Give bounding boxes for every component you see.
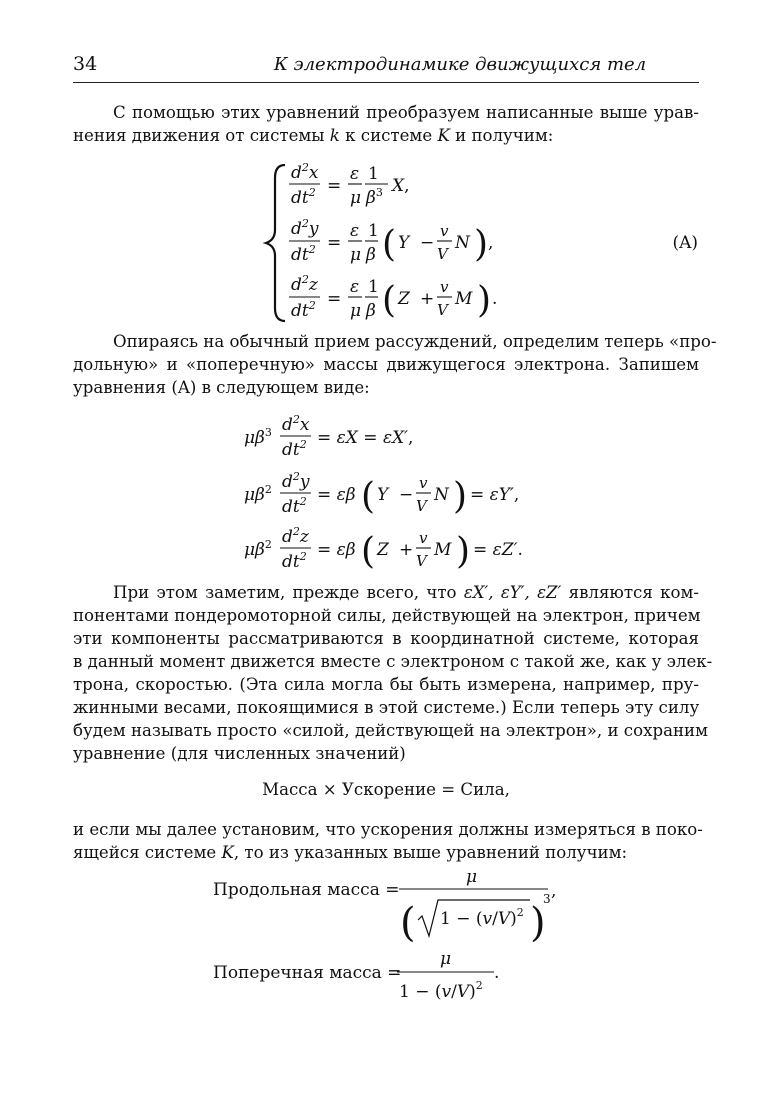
svg-text:β: β (366, 301, 376, 321)
paragraph-2-line-2: дольную» и «поперечную» массы движущегося электрона. Запишем (73, 355, 699, 374)
equation-B-row-3 (244, 525, 523, 572)
svg-text:V: V (437, 245, 448, 263)
svg-text:1 − (v/V)2: $1 - (v/V)^2$ (399, 979, 483, 1002)
paragraph-3-line-3: эти компоненты рассматриваются в координатной системе, которая (73, 629, 699, 648)
svg-text:): ) (530, 900, 546, 946)
svg-text:.: . (492, 289, 498, 309)
svg-text:=: = (327, 289, 342, 309)
running-title: К электродинамике движущихся тел (273, 54, 647, 75)
svg-text:(: ( (400, 900, 416, 946)
left-brace (266, 165, 285, 321)
svg-text:d2y: $d^2y$ (291, 217, 319, 239)
svg-text:): ) (456, 531, 471, 572)
svg-text:(: ( (361, 476, 376, 517)
paragraph-2 (73, 330, 717, 399)
svg-text:β: β (366, 245, 376, 265)
svg-text:X,: X, (392, 176, 410, 196)
svg-text:ε: ε (350, 164, 360, 184)
svg-text:μβ2: $\mu\beta^2$ (244, 538, 272, 560)
paragraph-3-line-1: При этом заметим, прежде всего, что εX′, εY′, εZ′ являются ком- (113, 583, 699, 602)
svg-text:): ) (477, 280, 492, 321)
svg-text:d2x: $d^2x$ (291, 161, 319, 183)
svg-text:μβ2: $\mu\beta^2$ (244, 483, 272, 505)
equation-system-B (244, 413, 523, 572)
svg-text:+: + (399, 540, 414, 560)
svg-text:μ: μ (350, 245, 362, 265)
svg-text:μ: μ (350, 301, 362, 321)
svg-text:dt2: $dt^2$ (282, 438, 307, 460)
paragraph-3-line-6: жинными весами, покоящимися в этой системе.) Если теперь эту силу (73, 698, 700, 717)
svg-text:(: ( (382, 224, 397, 265)
paragraph-3-line-8: уравнение (для численных значений) (73, 744, 406, 763)
paragraph-3-line-7: будем называть просто «силой, действующей на электрон», и сохраним (73, 721, 708, 740)
svg-text:v: v (419, 529, 428, 547)
paragraph-4 (73, 818, 703, 864)
svg-text:=: = (327, 233, 342, 253)
svg-text:N: N (434, 485, 449, 505)
svg-text:Z: Z (377, 540, 389, 560)
transverse-mass-label: Поперечная масса = (213, 963, 402, 983)
equation-system-A (266, 161, 698, 321)
svg-text:1: 1 (368, 221, 379, 241)
svg-text:dt2: $dt^2$ (291, 186, 316, 208)
svg-text:Y: Y (398, 233, 410, 253)
paragraph-2-line-1: Опираясь на обычный прием рассуждений, определим теперь «про- (113, 332, 717, 351)
svg-text:M: M (434, 540, 452, 560)
svg-text:= εZ′.: = εZ′. (473, 540, 523, 560)
svg-text:Z: Z (398, 289, 410, 309)
svg-text:V: V (416, 497, 427, 515)
svg-text:,: , (551, 881, 557, 901)
svg-text:V: V (416, 552, 427, 570)
longitudinal-mass-label: Продольная масса = (213, 880, 400, 900)
paragraph-2-line-3: уравнения (A) в следующем виде: (73, 378, 370, 397)
paragraph-4-line-1: и если мы далее установим, что ускорения должны измеряться в поко- (73, 820, 703, 839)
svg-text:= εY′,: = εY′, (470, 485, 520, 505)
svg-text:μ: μ (466, 867, 478, 887)
svg-text:M: M (455, 289, 473, 309)
svg-text:d2x: $d^2x$ (282, 413, 310, 435)
equation-label-A: (A) (672, 233, 698, 253)
svg-text:(: ( (382, 280, 397, 321)
paragraph-3-line-2: понентами пондеромоторной силы, действующей на электрон, причем (73, 606, 701, 625)
svg-text:v: v (419, 474, 428, 492)
equation-B-row-2 (244, 470, 519, 517)
paragraph-4-line-2: ящейся системе K, то из указанных выше уравнений получим: (73, 843, 628, 862)
svg-text:.: . (494, 963, 500, 983)
svg-text:dt2: $dt^2$ (291, 243, 316, 265)
svg-text:d2y: $d^2y$ (282, 470, 310, 492)
svg-text:−: − (399, 485, 414, 505)
svg-text:+: + (420, 289, 435, 309)
svg-text:d2z: $d^2z$ (282, 525, 309, 547)
page-number: 34 (73, 53, 98, 75)
svg-text:dt2: $dt^2$ (282, 550, 307, 572)
svg-text:d2z: $d^2z$ (291, 273, 318, 295)
svg-text:ε: ε (350, 277, 360, 297)
svg-text:= εβ: = εβ (317, 485, 356, 505)
equation-A-row-2 (289, 217, 493, 265)
svg-text:−: − (420, 233, 435, 253)
svg-text:= εX = εX′,: = εX = εX′, (317, 428, 414, 448)
svg-text:1: 1 (368, 164, 379, 184)
svg-text:Y: Y (377, 485, 389, 505)
svg-text:V: V (437, 301, 448, 319)
paragraph-1-line-2: нения движения от системы k к системе K и получим: (73, 126, 554, 145)
svg-text:): ) (474, 224, 489, 265)
svg-text:μ: μ (350, 188, 362, 208)
svg-text:,: , (488, 233, 494, 253)
svg-text:v: v (440, 222, 449, 240)
svg-text:= εβ: = εβ (317, 540, 356, 560)
svg-text:ε: ε (350, 221, 360, 241)
svg-text:dt2: $dt^2$ (282, 495, 307, 517)
svg-text:1 − (v/V)2: $1 - (v/V)^2$ (440, 906, 524, 929)
equation-A-row-3 (289, 273, 497, 321)
svg-text:3: 3 (543, 892, 551, 906)
svg-text:): ) (453, 476, 468, 517)
equation-A-row-1 (289, 161, 410, 208)
svg-text:(: ( (361, 531, 376, 572)
paragraph-3-line-5: трона, скоростью. (Эта сила могла бы быть измерена, например, пру- (73, 675, 699, 694)
paragraph-3-line-4: в данный момент движется вместе с электроном с такой же, как у элек- (73, 652, 713, 671)
svg-text:dt2: $dt^2$ (291, 299, 316, 321)
svg-text:μ: μ (440, 949, 452, 969)
paragraph-3 (73, 581, 713, 765)
longitudinal-mass-formula (213, 867, 556, 946)
svg-text:β3: $\beta^3$ (366, 186, 383, 208)
svg-text:1: 1 (368, 277, 379, 297)
svg-text:v: v (440, 278, 449, 296)
paragraph-1-line-1: С помощью этих уравнений преобразуем написанные выше урав- (113, 103, 699, 122)
equation-B-row-1 (244, 413, 413, 460)
svg-text:N: N (455, 233, 470, 253)
transverse-mass-formula (213, 949, 499, 1002)
mass-acceleration-force-equation: Масса × Ускорение = Сила, (262, 780, 510, 799)
svg-text:=: = (327, 176, 342, 196)
svg-text:μβ3: $\mu\beta^3$ (244, 426, 272, 448)
